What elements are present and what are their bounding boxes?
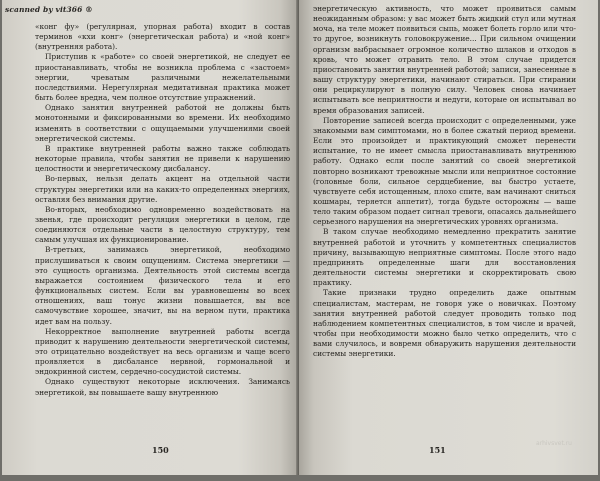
page-number-left: 150 [152, 445, 169, 455]
paragraph: Такие признаки трудно определить даже опытным специалистам, мастерам, не говоря уже о новичках. Поэтому занятия внутренней работой следует проводить только под наблюдением компетентных специалистов, в том числе и врачей, чтобы при необходимости можно было четко определить, что с вами случилось, и вовремя обнаружить нарушения деятельности системы энергетики. [313, 288, 576, 359]
paragraph: Однако занятия внутренней работой не должны быть монотонными и фиксированными во времени. Их необходимо изменять в соответствии с ощущаемыми улучшениями своей энергетической системы. [35, 103, 290, 143]
paragraph: В-третьих, занимаясь энергетикой, необходимо прислушиваться к своим ощущениям. Система энергетики — это сущность организма. Деятельность этой системы всегда выражается состоянием физического тела и его функциональных систем. Если вы уравновешены во всех отношениях, ваш тонус жизни повышается, вы все самочувствие хорошее, значит, вы на верном пути, практика идет вам на пользу. [35, 245, 290, 326]
watermark: arhivsvet.ru [536, 440, 572, 447]
paragraph: «конг фу» (регулярная, упорная работа) входит в состав терминов «кхи конг» (энергетическая работа) и «ной конг» (внутренняя работа). [35, 22, 290, 52]
paragraph: Во-вторых, необходимо одновременно воздействовать на звенья, где происходит регуляция энергетики в целом, где соединяются отдельные части в целостную структуру, тем самым улучшая их функционирование. [35, 204, 290, 245]
paragraph: В практике внутренней работы важно также соблюдать некоторые правила, чтобы занятия не привели к нарушению целостности и энергетическому дисбалансу. [35, 143, 290, 174]
paragraph: Приступив к «работе» со своей энергетикой, не следует ее приостанавливать, чтобы не возникла проблема с «застоем» энергии, чреватым различными нежелательными последствиями. Нерегулярная медитативная практика может быть более вредна, чем полное отсутствие упражнений. [35, 52, 290, 103]
left-page [2, 0, 298, 475]
paragraph: Однако существуют некоторые исключения. Занимаясь энергетикой, вы повышаете вашу внутреннюю [35, 377, 290, 397]
page-number-right: 151 [429, 445, 446, 455]
right-page [299, 0, 598, 475]
paragraph: Во-первых, нельзя делать акцент на отдельной части структуры энергетики или на каких-то определенных энергиях, оставляя без внимания другие. [35, 174, 290, 204]
paragraph: Повторение записей всегда происходит с определенными, уже знакомыми вам симптомами, но в более сжатый период времени. Если это произойдет и практикующий сможет перенести испытание, то не имеет смысла приостанавливать внутреннюю работу. Однако если после занятий со своей энергетикой повторно возникают тревожные мысли или неприятное состояние (головные боли, сильное сердцебиение, вы быстро устаете, чувствуете себя истощенным, плохо спите, вам начинают сниться кошмары, теряется аппетит), тогда будьте осторожны — ваше тело таким образом подает сигнал тревоги, опасаясь дальнейшего серьезного нарушения на энергетических уровнях организма. [313, 115, 576, 227]
paragraph: В таком случае необходимо немедленно прекратить занятие внутренней работой и уточнить у компетентных специалистов причину, вызывающую неприятные симптомы. После этого надо предпринять определенные шаги для восстановления деятельности системы энергетики и скорректировать свою практику. [313, 227, 576, 288]
paragraph: энергетическую активность, что может проявиться самым неожиданным образом: у вас может быть жидкий стул или мутная моча, на теле может появиться сыпь, может болеть горло или что-то другое, возникнуть головокружение... При сильном очищении организм выбрасывает огромное количество шлаков и отходов в кровь, что может отравить тело. В этом случае придется приостановить занятия внутренней работой; записи, занесенные в вашу структуру энергетики, начинают стираться. При стирании они рециркулируют в полную силу. Человек снова начинает испытывать все неприятности и недуги, которые он испытывал во время образования записей. [313, 4, 576, 115]
paragraph: Некорректное выполнение внутренней работы всегда приводит к нарушению деятельности энергетической системы, это отрицательно воздействует на весь организм и чаще всего проявляется в дисбалансе нервной, гормональной и эндокринной систем, сердечно-сосудистой системы. [35, 326, 290, 377]
scanner-credit: scanned by vit366 ® [5, 5, 93, 14]
